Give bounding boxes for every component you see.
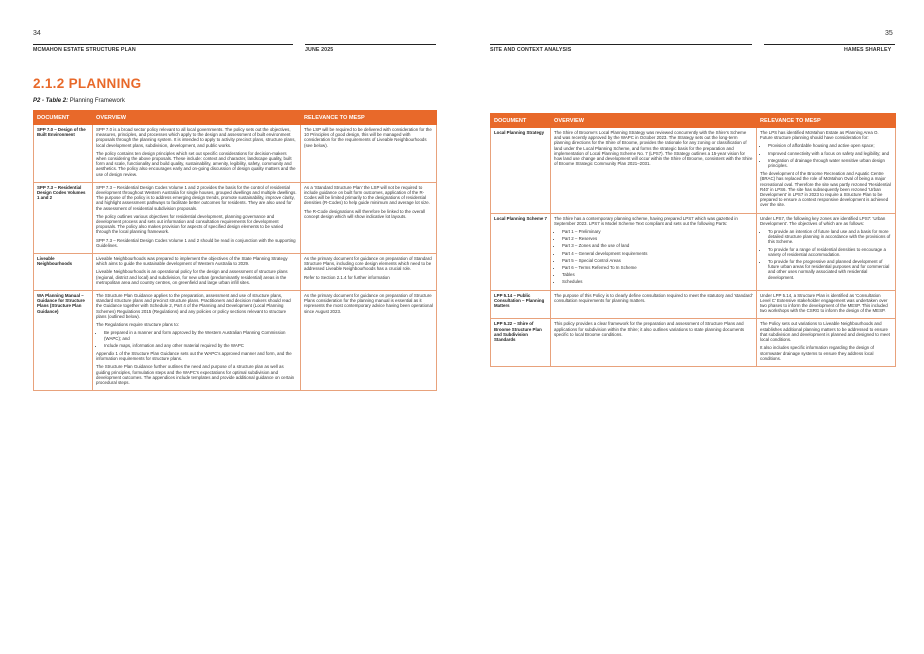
section-heading: 2.1.2 PLANNING bbox=[33, 76, 142, 91]
cell-paragraph: The Shire of Broome's Local Planning Strategy was reviewed concurrently with the Shire's Scheme and was recently approved by the WAPC in October 2023. The Strategy sets out the long-term planning directions for the Shire of Broome, provides the rationale for any zoning or classification of land under the Local Planning Scheme, and forms the strategic basis for the preparation and implementation of Local Planning Scheme No. 7 (LPS7). The Strategy outlines a 15-year vision for how land use change and development will occur within the Shire of Broome, consistent with the Shire of Broome Strategic Community Plan 2021–2031. bbox=[554, 130, 753, 167]
cell-paragraph: The policy contains ten design principles which set out specific considerations for decision-makers when considering the above proposals. These include: context and character, landscape quality, built form and scale, functionality and build quality, sustainability, amenity, legibility, safety, community and aesthetics. The policy also encourages early and on-going discussion of design quality matters and the use of design review. bbox=[96, 150, 296, 177]
cell-paragraph: The Policy sets out variations to Liveable Neighbourhoods and establishes additional planning matters to be addressed to ensure that subdivision and development is planned and designed to meet local conditions. bbox=[760, 321, 890, 343]
document-name: SPP 7.3 – Residential Design Codes Volumes 1 and 2 bbox=[34, 182, 93, 253]
bullet-item: • Part 5 – Special Control Areas bbox=[562, 258, 753, 263]
page-number: 35 bbox=[885, 30, 893, 37]
document-name: LPP 5.14 – Public Consultation – Planning Matters bbox=[491, 290, 551, 319]
cell-paragraph: As the primary document for guidance on preparation of Standard Structure Plans, including core design elements which need to be addressed Liveable Neighbourhoods has a crucial role. bbox=[304, 256, 432, 272]
cell-paragraph: The LSP will be required to be delivered with consideration for the 10 Principles of good design, this will be managed with consideration for the requirements of Liveable Neighbourhoods (see below). bbox=[304, 127, 432, 148]
overview-cell bbox=[551, 128, 757, 214]
document-name: LPP 5.22 – Shire of Broome Structure Plan and Subdivision Standards bbox=[491, 319, 551, 366]
header-rule bbox=[764, 44, 895, 45]
col-header-overview: OVERVIEW bbox=[93, 111, 301, 125]
overview-cell bbox=[93, 291, 301, 391]
cell-paragraph: The purpose of this Policy is to clearly define consultation required to meet the statutory and 'standard' consultation requirements for planning matters. bbox=[554, 292, 753, 303]
running-header: SITE AND CONTEXT ANALYSIS bbox=[490, 47, 572, 53]
running-header-date: JUNE 2025 bbox=[305, 47, 334, 53]
overview-cell bbox=[551, 290, 757, 319]
cell-paragraph: The Structure Plan Guidance further outlines the need and purpose of a structure plan as well as guiding principles, formulation steps and the WAPC's expectations for optimal subdivision and development outcomes. The appendices include templates and provide additional guidance on certain procedural steps. bbox=[96, 364, 295, 385]
table-row bbox=[34, 182, 437, 253]
bullet-item: • To provide for a range of residential densities to encourage a variety of residential accommodation. bbox=[768, 247, 892, 257]
cell-paragraph: Liveable Neighbourhoods is an operational policy for the design and assessment of structure plans (regional, district and local) and subdivision, for new urban (predominantly residential) areas in the metropolitan area and country centres, on greenfield and large urban infill sites. bbox=[96, 269, 288, 285]
planning-framework-table-continued bbox=[490, 113, 896, 367]
bullet-item: • Include maps, information and any other material required by the WAPC bbox=[104, 343, 297, 348]
relevance-cell bbox=[757, 213, 896, 290]
relevance-cell bbox=[301, 254, 437, 291]
bullet-item: • Tables bbox=[562, 272, 753, 277]
running-header-author: HAMES SHARLEY bbox=[844, 47, 892, 53]
overview-cell bbox=[93, 254, 301, 291]
caption-ref: P2 - Table 2: bbox=[33, 98, 69, 104]
overview-cell bbox=[551, 213, 757, 290]
table-row bbox=[34, 291, 437, 391]
col-header-document: DOCUMENT bbox=[34, 111, 93, 125]
caption-title: Planning Framework bbox=[69, 98, 125, 104]
cell-paragraph: The Regulations require structure plans to: bbox=[96, 322, 179, 328]
relevance-cell bbox=[301, 291, 437, 391]
table-row bbox=[491, 319, 896, 366]
cell-paragraph: The R-Code designations will therefore be linked to the overall concept design which will show indicative lot layouts. bbox=[304, 208, 426, 219]
bullet-item: • Be prepared in a manner and form approved by the Western Australian Planning Commission (WAPC); and bbox=[104, 330, 297, 340]
overview-cell bbox=[551, 319, 757, 366]
cell-paragraph: Under LPP 5.14, a Structure Plan is identified as 'Consultation Level C' Extensive stakeholder engagement was undertaken over two phases to inform the development of the MESP. This included two workshops with the CSRG to inform the design of the MESP. bbox=[760, 292, 888, 314]
col-header-relevance: RELEVANCE TO MESP bbox=[301, 111, 437, 125]
cell-paragraph: This policy provides a clear framework for the preparation and assessment of Structure Plans and applications for subdivision within the Shire; it also outlines variations to state planning documents specific to local Broome conditions. bbox=[554, 321, 745, 337]
table-row bbox=[491, 213, 896, 290]
page-number: 34 bbox=[33, 30, 41, 37]
cell-bullet-list bbox=[554, 229, 753, 285]
table-row bbox=[491, 290, 896, 319]
bullet-item: • Improved connectivity with a focus on safety and legibility; and bbox=[768, 151, 892, 156]
bullet-item: • Part 3 – Zones and the use of land bbox=[562, 243, 753, 248]
cell-paragraph: As the primary document for guidance on preparation of Structure Plans consideration for the planning manual is essential as it represents the most contemporary advice having been operational since August 2023. bbox=[304, 293, 433, 314]
table-row bbox=[34, 254, 437, 291]
cell-paragraph: Under LPS7, the following key zones are identified LPS7: 'Urban Development'. The objectives of which are as follows: bbox=[760, 215, 886, 226]
bullet-item: • Integration of drainage through water sensitive urban design principles. bbox=[768, 158, 892, 168]
document-name: SPP 7.0 – Design of the Built Environment bbox=[34, 125, 93, 183]
cell-paragraph: The Structure Plan Guidance applies to the preparation, assessment and use of structure plans, standard structure plans and precinct structure plans. Practitioners and decision makers should read the Guidance together with Schedule 2, Part 4 of the Planning and Development (Local Planning Schemes) Regulations 2015 (Regulations) and any policies or policy sections relevant to structure plans (outlined below). bbox=[96, 293, 291, 319]
bullet-item: • Part 2 – Reserves bbox=[562, 236, 753, 241]
cell-paragraph: Refer to Section 2.1.4 for further information bbox=[304, 274, 390, 280]
cell-paragraph: As a 'Standard Structure Plan' the LSP will not be required to include guidance on built form outcomes, application of the R-Codes will be limited primarily to the designations of residential densities (R-Codes) to help guide minimum and average lot size. bbox=[304, 184, 430, 206]
bullet-item: • Schedules bbox=[562, 279, 753, 284]
table-row bbox=[491, 128, 896, 214]
document-name: Local Planning Scheme 7 bbox=[491, 213, 551, 290]
cell-paragraph: SPP 7.0 is a broad sector policy relevant to all local governments. The policy sets out the objectives, measures, principles, and processes which apply to the design and assessment of built environment proposals through the planning system. It is intended to apply to activity precinct plans, structure plans, local development plans, subdivision, development, and public works. bbox=[96, 127, 296, 148]
overview-cell bbox=[93, 125, 301, 183]
col-header-relevance: RELEVANCE TO MESP bbox=[757, 114, 896, 128]
cell-paragraph: SPP 7.3 – Residential Design Codes Volume 1 and 2 provides the basis for the control of residential development throughout Western Australia for single houses, grouped dwellings and multiple dwellings. The purpose of the policy is to address emerging design trends, promote sustainability, improve clarity, and highlight assessment pathways to facilitate better outcomes for residents. They are also used for the assessment of residential subdivision proposals. bbox=[96, 184, 297, 211]
cell-paragraph: The Shire has a contemporary planning scheme, having prepared LPS7 which was gazetted in September 2023. LPS7 is Model Scheme Text compliant and sets out the following Parts: bbox=[554, 215, 738, 226]
document-name: Local Planning Strategy bbox=[491, 128, 551, 214]
relevance-cell bbox=[301, 125, 437, 183]
table-header-row bbox=[491, 114, 896, 128]
cell-paragraph: Liveable Neighbourhoods was prepared to implement the objectives of the State Planning Strategy which aims to guide the sustainable development of Western Australia to 2029. bbox=[96, 256, 288, 267]
col-header-overview: OVERVIEW bbox=[551, 114, 757, 128]
relevance-cell bbox=[757, 290, 896, 319]
running-header: MCMAHON ESTATE STRUCTURE PLAN bbox=[33, 47, 136, 53]
header-rule bbox=[490, 44, 752, 45]
cell-paragraph: Appendix 1 of the Structure Plan Guidance sets out the WAPC's approved manner and form, and the information requirements for structure plans. bbox=[96, 350, 292, 362]
cell-bullet-list bbox=[760, 229, 892, 280]
bullet-item: • To provide for the progressive and planned development of future urban areas for residential purposes and for commercial and other uses normally associated with residential development. bbox=[768, 259, 892, 280]
table-caption bbox=[33, 98, 125, 104]
table-row bbox=[34, 125, 437, 183]
cell-paragraph: SPP 7.3 – Residential Design Codes Volume 1 and 2 should be read in conjunction with the supporting Guidelines. bbox=[96, 237, 296, 248]
right-page bbox=[462, 0, 924, 654]
overview-cell bbox=[93, 182, 301, 253]
relevance-cell bbox=[757, 319, 896, 366]
bullet-item: • Part 4 – General development requirements bbox=[562, 251, 753, 256]
cell-bullet-list bbox=[760, 143, 892, 168]
header-rule bbox=[305, 44, 436, 45]
cell-bullet-list bbox=[96, 330, 297, 348]
bullet-item: • To provide an intention of future land use and a basis for more detailed structure planning in accordance with the provisions of this Scheme. bbox=[768, 229, 892, 245]
col-header-document: DOCUMENT bbox=[491, 114, 551, 128]
document-name: Liveable Neighbourhoods bbox=[34, 254, 93, 291]
planning-framework-table bbox=[33, 110, 437, 391]
cell-paragraph: It also includes specific information regarding the design of stormwater drainage systems to ensure they address local conditions. bbox=[760, 345, 874, 361]
cell-paragraph: The development of the Broome Recreation and Aquatic Centre (BRAC) has replaced the role of McMahon Oval of being a major recreational oval. Therefore the site was partly rezoned 'Residential R40' in LPS6. The site has subsequently been rezoned 'Urban Development' in LPS7 in 2023 to require a Structure Plan to be prepared to ensure a context responsive development is achieved over the site. bbox=[760, 171, 891, 208]
cell-paragraph: The policy outlines various objectives for residential development, planning governance and development process and sets out information and consultation requirements for development proposals. The policy also makes provision for aspects of specified design elements to be varied through the local planning framework. bbox=[96, 213, 284, 235]
relevance-cell bbox=[301, 182, 437, 253]
table-header-row bbox=[34, 111, 437, 125]
relevance-cell bbox=[757, 128, 896, 214]
header-rule bbox=[33, 44, 293, 45]
cell-paragraph: The LPS has identified McMahon Estate as Planning Area O. Future structure planning should have consideration for: bbox=[760, 130, 879, 141]
bullet-item: • Provision of affordable housing and active open space; bbox=[768, 143, 892, 148]
bullet-item: • Part 1 – Preliminary bbox=[562, 229, 753, 234]
document-name: WA Planning Manual – Guidance for Structure Plans (Structure Plan Guidance) bbox=[34, 291, 93, 391]
bullet-item: • Part 6 – Terms Referred To In Scheme bbox=[562, 265, 753, 270]
